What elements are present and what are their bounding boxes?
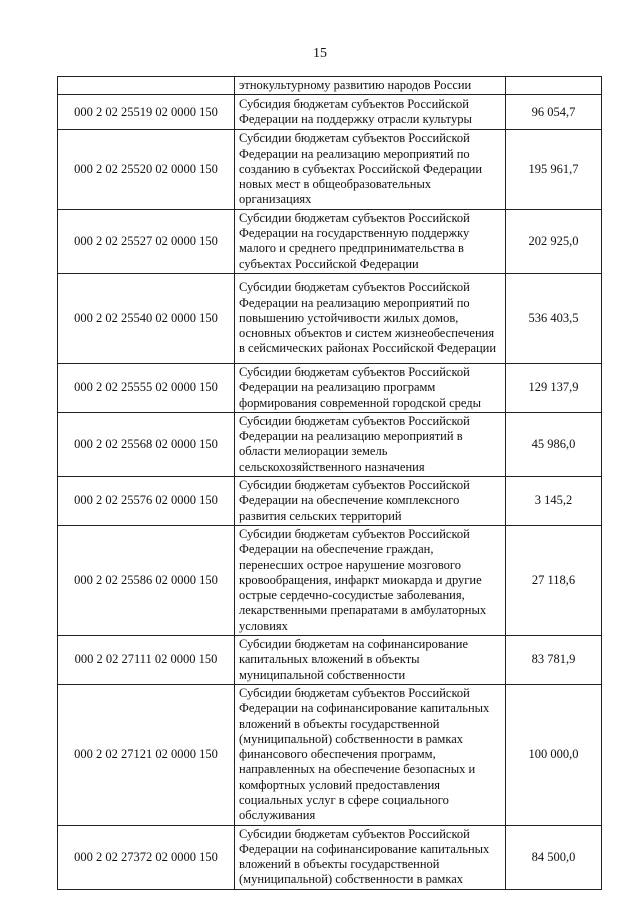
- code-cell: 000 2 02 27372 02 0000 150: [58, 825, 235, 889]
- amount-cell: 129 137,9: [506, 363, 602, 412]
- table-row: [58, 636, 602, 685]
- table-row-continuation: [58, 77, 602, 95]
- table-row: [58, 273, 602, 363]
- name-cell: Субсидии бюджетам субъектов Российской Федерации на реализацию программ формирования современной городской среды: [235, 363, 506, 412]
- table-row: [58, 825, 602, 889]
- name-cell: Субсидии бюджетам субъектов Российской Федерации на софинансирование капитальных вложений в объекты государственной (муниципальной) собственности в рамках финансового обеспечения программ, направленных на обеспечение безопасных и комфортных условий предоставления социальных услуг в сфере социального обслуживания: [235, 684, 506, 825]
- code-cell: 000 2 02 25568 02 0000 150: [58, 412, 235, 476]
- budget-revenue-table: [57, 76, 602, 890]
- amount-cell: 536 403,5: [506, 273, 602, 363]
- amount-cell: 100 000,0: [506, 684, 602, 825]
- amount-cell: 83 781,9: [506, 636, 602, 685]
- table-row: [58, 525, 602, 635]
- code-cell: 000 2 02 25555 02 0000 150: [58, 363, 235, 412]
- table-row: [58, 684, 602, 825]
- code-cell: 000 2 02 25576 02 0000 150: [58, 477, 235, 526]
- code-cell: [58, 77, 235, 95]
- table-row: [58, 95, 602, 130]
- amount-cell: 45 986,0: [506, 412, 602, 476]
- table-row: [58, 209, 602, 273]
- name-cell: Субсидия бюджетам субъектов Российской Федерации на поддержку отрасли культуры: [235, 95, 506, 130]
- amount-cell: 27 118,6: [506, 525, 602, 635]
- code-cell: 000 2 02 25540 02 0000 150: [58, 273, 235, 363]
- table-row: [58, 412, 602, 476]
- code-cell: 000 2 02 25527 02 0000 150: [58, 209, 235, 273]
- table-row: [58, 477, 602, 526]
- amount-cell: 202 925,0: [506, 209, 602, 273]
- amount-cell: 3 145,2: [506, 477, 602, 526]
- name-cell: Субсидии бюджетам субъектов Российской Федерации на государственную поддержку малого и среднего предпринимательства в субъектах Российской Федерации: [235, 209, 506, 273]
- code-cell: 000 2 02 25520 02 0000 150: [58, 130, 235, 209]
- name-cell: Субсидии бюджетам субъектов Российской Федерации на реализацию мероприятий в области мелиорации земель сельскохозяйственного назначения: [235, 412, 506, 476]
- table-row: [58, 363, 602, 412]
- name-cell: Субсидии бюджетам субъектов Российской Федерации на софинансирование капитальных вложений в объекты государственной (муниципальной) собственности в рамках: [235, 825, 506, 889]
- amount-cell: 195 961,7: [506, 130, 602, 209]
- amount-cell: [506, 77, 602, 95]
- name-cell: этнокультурному развитию народов России: [235, 77, 506, 95]
- page-number: 15: [313, 46, 327, 61]
- name-cell: Субсидии бюджетам субъектов Российской Федерации на обеспечение комплексного развития сельских территорий: [235, 477, 506, 526]
- code-cell: 000 2 02 27111 02 0000 150: [58, 636, 235, 685]
- name-cell: Субсидии бюджетам субъектов Российской Федерации на обеспечение граждан, перенесших острое нарушение мозгового кровообращения, инфаркт миокарда и другие острые сердечно-сосудистые заболевания, лекарственными препаратами в амбулаторных условиях: [235, 525, 506, 635]
- code-cell: 000 2 02 25519 02 0000 150: [58, 95, 235, 130]
- table-row: [58, 130, 602, 209]
- amount-cell: 84 500,0: [506, 825, 602, 889]
- name-cell: Субсидии бюджетам субъектов Российской Федерации на реализацию мероприятий по повышению устойчивости жилых домов, основных объектов и систем жизнеобеспечения в сейсмических районах Российской Федерации: [235, 273, 506, 363]
- code-cell: 000 2 02 25586 02 0000 150: [58, 525, 235, 635]
- amount-cell: 96 054,7: [506, 95, 602, 130]
- name-cell: Субсидии бюджетам на софинансирование капитальных вложений в объекты муниципальной собственности: [235, 636, 506, 685]
- name-cell: Субсидии бюджетам субъектов Российской Федерации на реализацию мероприятий по созданию в субъектах Российской Федерации новых мест в общеобразовательных организациях: [235, 130, 506, 209]
- code-cell: 000 2 02 27121 02 0000 150: [58, 684, 235, 825]
